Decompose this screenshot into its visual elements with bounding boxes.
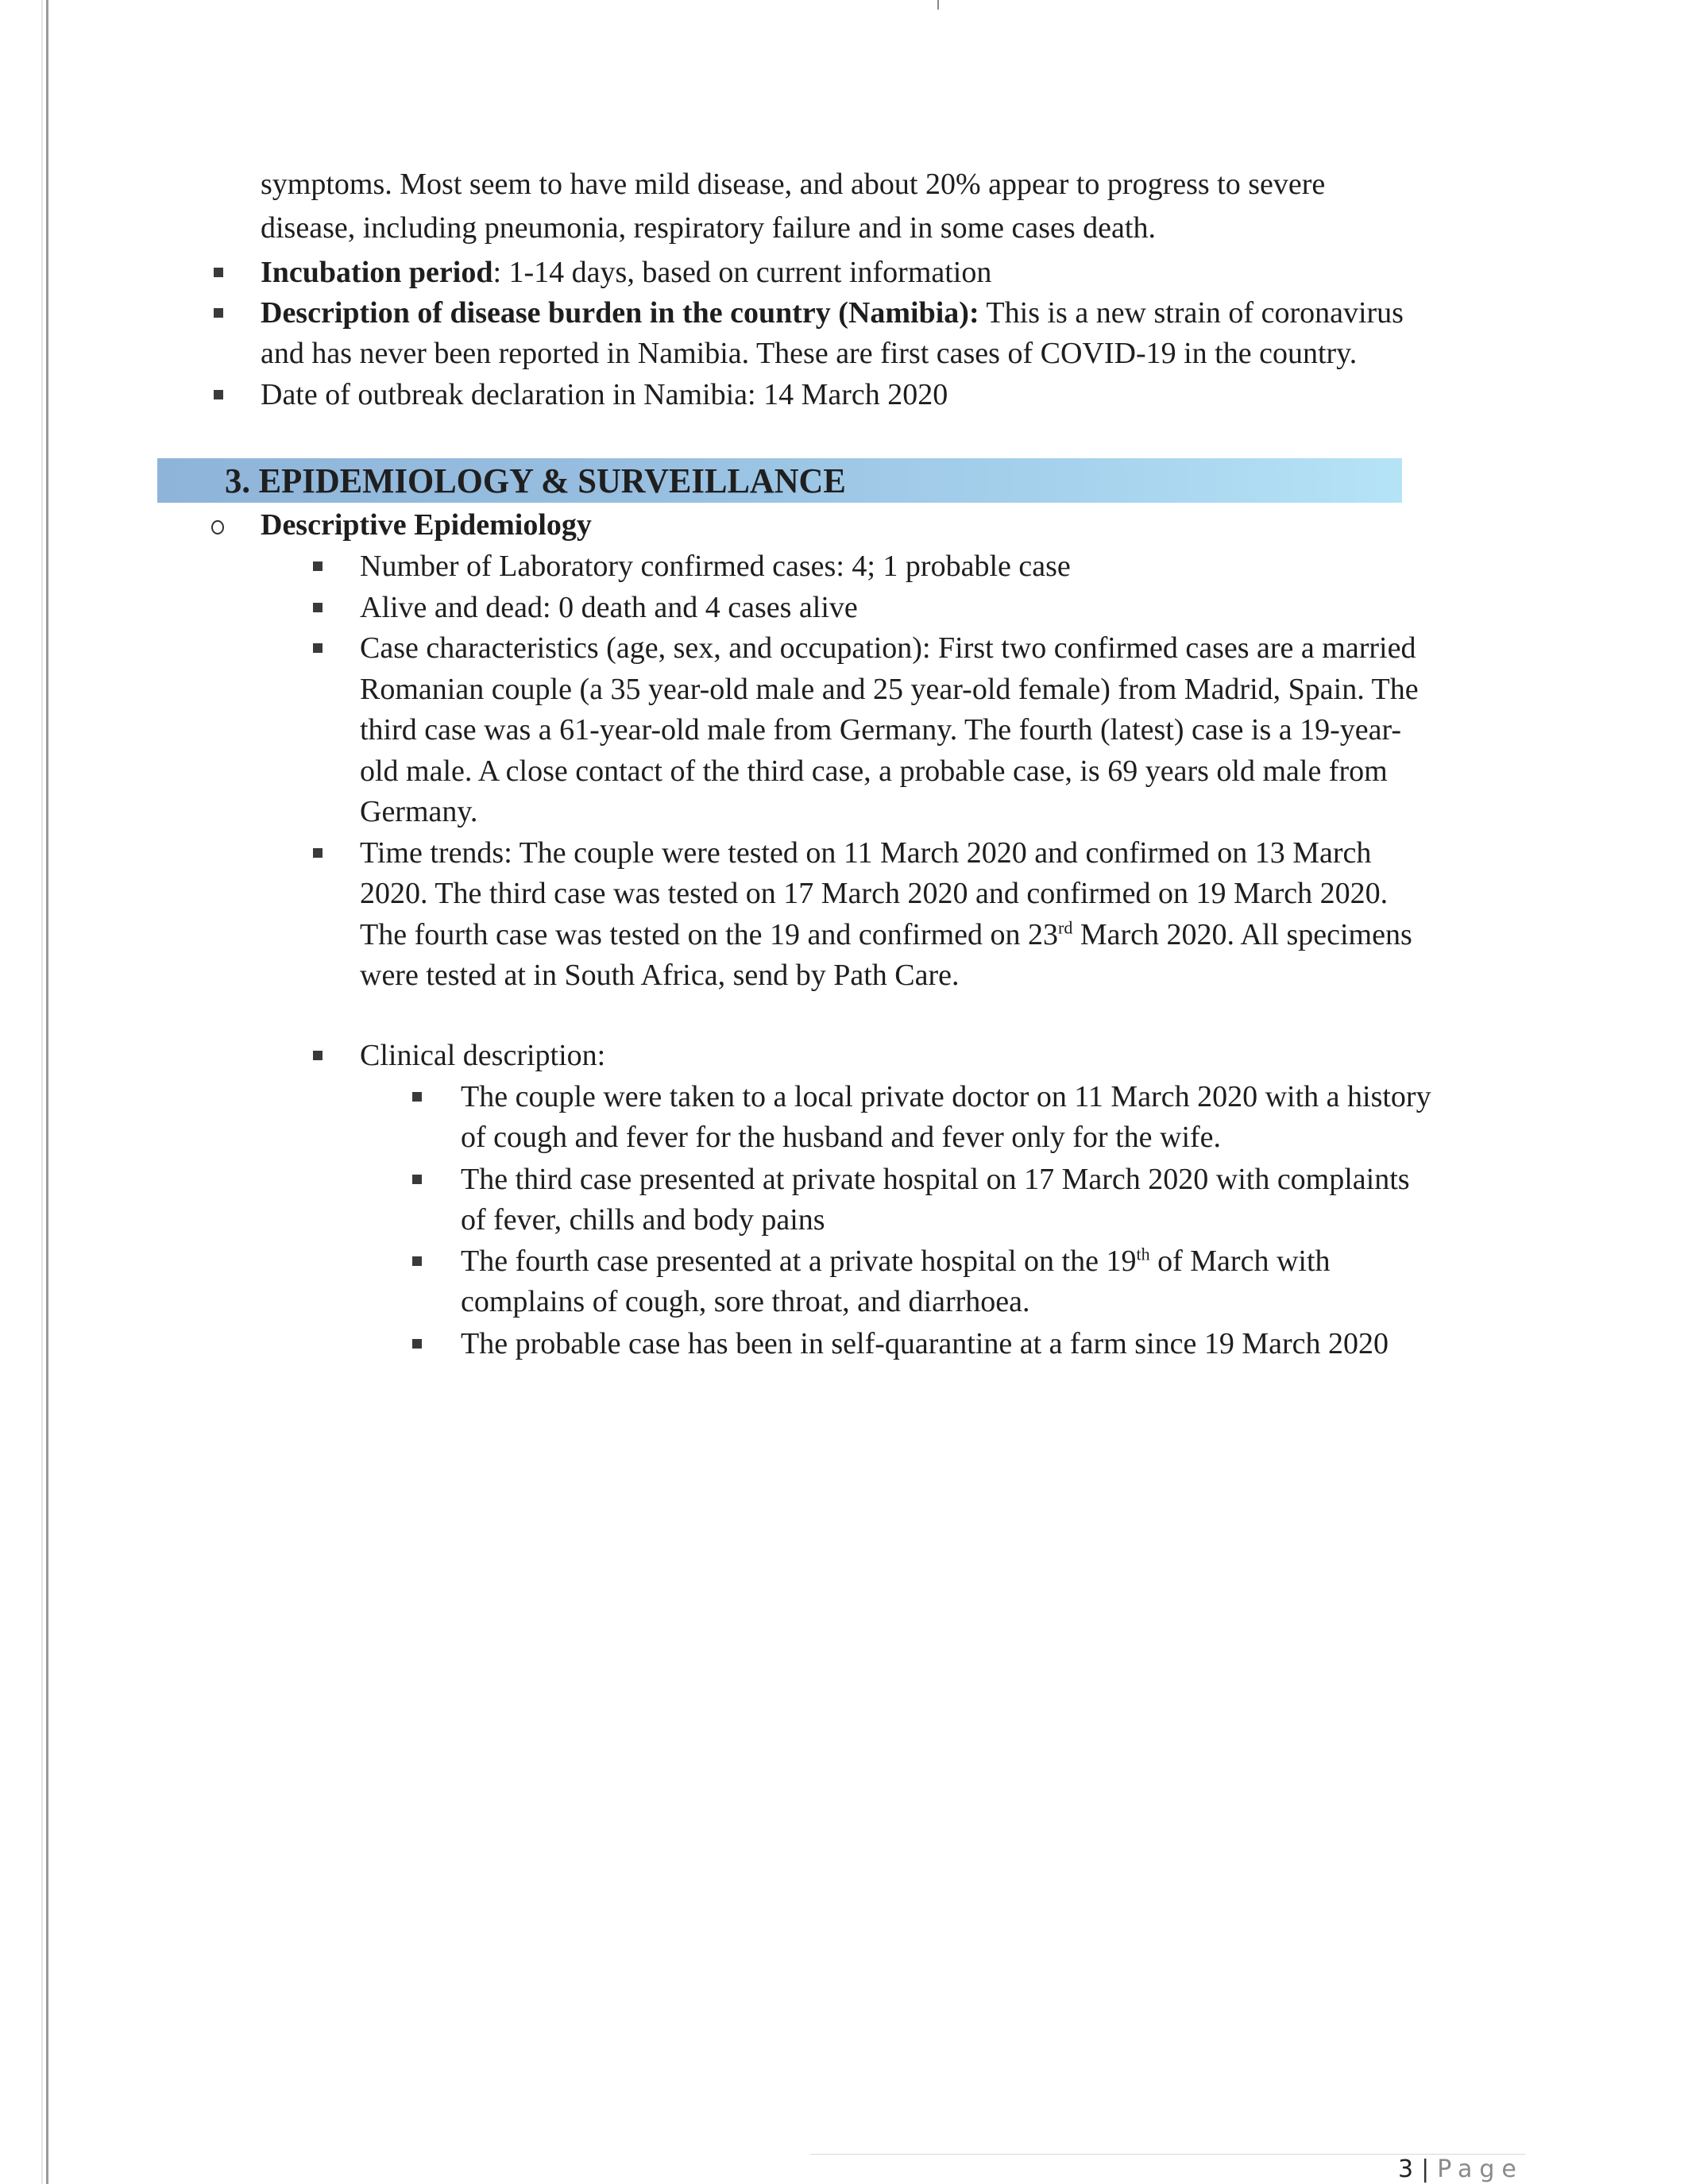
- case-characteristics-line: old male. A close contact of the third case, a probable case, is 69 years old male from: [360, 754, 1388, 788]
- bullet-square-icon: [412, 1092, 422, 1102]
- subsection-title: Descriptive Epidemiology: [261, 508, 592, 542]
- clinical-item-probable-case: The probable case has been in self-quarantine at a farm since 19 March 2020: [461, 1327, 1389, 1360]
- clinical-description-label: Clinical description:: [360, 1039, 606, 1072]
- clinical-text: The fourth case presented at a private hospital on the 19: [461, 1244, 1137, 1278]
- clinical-item-third-case: The third case presented at private hospital on 17 March 2020 with complaints: [461, 1163, 1410, 1196]
- case-characteristics-line: third case was a 61-year-old male from Germany. The fourth (latest) case is a 19-year-: [360, 713, 1402, 747]
- incubation-label: Incubation period: [261, 256, 493, 289]
- time-trends-line: 2020. The third case was tested on 17 March 2020 and confirmed on 19 March 2020.: [360, 877, 1389, 910]
- case-characteristics-line: Germany.: [360, 795, 478, 828]
- footer-rule: [810, 2154, 1525, 2155]
- scan-edge-shadow: [41, 0, 43, 2184]
- ordinal-suffix: rd: [1058, 917, 1073, 938]
- clinical-item-fourth-case: [461, 1241, 1331, 1283]
- case-characteristics-line: Romanian couple (a 35 year-old male and 25 year-old female) from Madrid, Spain. The: [360, 673, 1419, 706]
- alive-dead-item: Alive and dead: 0 death and 4 cases alive: [360, 591, 858, 624]
- incubation-text: : 1-14 days, based on current information: [492, 256, 992, 289]
- time-trends-line: Time trends: The couple were tested on 11 March 2020 and confirmed on 13 March: [360, 836, 1372, 870]
- bullet-square-icon: [214, 308, 223, 318]
- circle-bullet-icon: [211, 520, 224, 534]
- clinical-text: of March with: [1149, 1244, 1331, 1278]
- bullet-square-icon: [313, 603, 323, 612]
- incubation-item: [261, 253, 991, 294]
- bullet-square-icon: [412, 1339, 422, 1349]
- clinical-item-third-case-cont: of fever, chills and body pains: [461, 1203, 825, 1237]
- disease-burden-item: [261, 293, 1404, 334]
- scan-mark: [937, 0, 939, 10]
- disease-burden-text: This is a new strain of coronavirus: [979, 296, 1404, 330]
- disease-burden-label: Description of disease burden in the country (Namibia):: [261, 296, 979, 330]
- bullet-square-icon: [214, 390, 223, 399]
- intro-line-2: disease, including pneumonia, respiratory failure and in some cases death.: [261, 211, 1156, 245]
- bullet-square-icon: [313, 643, 323, 653]
- bullet-square-icon: [412, 1256, 422, 1266]
- clinical-item-couple: The couple were taken to a local private doctor on 11 March 2020 with a history: [461, 1080, 1431, 1113]
- section-title: 3. EPIDEMIOLOGY & SURVEILLANCE: [225, 461, 846, 500]
- bullet-square-icon: [313, 561, 323, 571]
- time-trends-line: were tested at in South Africa, send by Path Care.: [360, 959, 960, 992]
- time-trends-line: [360, 915, 1412, 956]
- time-trends-text: March 2020. All specimens: [1072, 918, 1412, 951]
- intro-line-1: symptoms. Most seem to have mild disease, and about 20% appear to progress to severe: [261, 168, 1326, 201]
- bullet-square-icon: [313, 848, 323, 858]
- bullet-square-icon: [313, 1051, 323, 1060]
- page-separator: |: [1421, 2155, 1430, 2183]
- outbreak-date-item: Date of outbreak declaration in Namibia: 14 March 2020: [261, 378, 948, 411]
- clinical-item-couple-cont: of cough and fever for the husband and fever only for the wife.: [461, 1121, 1222, 1154]
- page-label: Page: [1437, 2155, 1524, 2183]
- clinical-item-fourth-case-cont: complains of cough, sore throat, and diarrhoea.: [461, 1285, 1030, 1318]
- confirmed-cases-item: Number of Laboratory confirmed cases: 4; 1 probable case: [360, 550, 1071, 583]
- bullet-square-icon: [214, 268, 223, 277]
- bullet-square-icon: [412, 1175, 422, 1184]
- scan-edge: [46, 0, 48, 2184]
- case-characteristics-line: Case characteristics (age, sex, and occupation): First two confirmed cases are a married: [360, 631, 1416, 665]
- time-trends-text: The fourth case was tested on the 19 and confirmed on 23: [360, 918, 1059, 951]
- page-number: 3: [1398, 2155, 1414, 2183]
- ordinal-suffix: th: [1136, 1244, 1150, 1264]
- disease-burden-continuation: and has never been reported in Namibia. These are first cases of COVID-19 in the country.: [261, 337, 1358, 370]
- page-footer: [1398, 2155, 1524, 2183]
